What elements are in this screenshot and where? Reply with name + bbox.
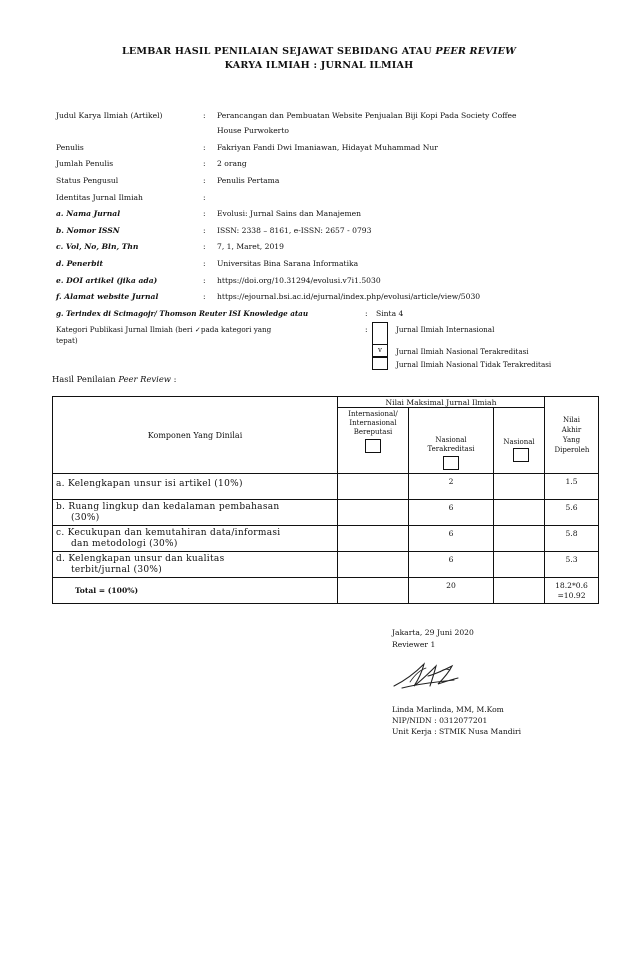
value-doi: https://doi.org/10.31294/evolusi.v7i1.5030	[217, 276, 381, 285]
value-website-jurnal: https://ejournal.bsi.ac.id/ejurnal/index.php/evolusi/article/view/5030	[217, 292, 481, 301]
value-judul: Perancangan dan Pembuatan Website Penjualan Biji Kopi Pada Society Coffee	[217, 111, 517, 120]
row-max-value: 6	[409, 500, 494, 526]
table-row	[53, 474, 599, 500]
header-nasional-terakreditasi: Nasional Terakreditasi	[409, 408, 494, 474]
label-penulis: Penulis	[56, 143, 84, 152]
value-nama-jurnal: Evolusi: Jurnal Sains dan Manajemen	[217, 209, 362, 218]
checkbox-col-nasional-terakreditasi[interactable]	[443, 456, 459, 470]
total-label: Total = (100%)	[53, 578, 338, 604]
category-label: Kategori Publikasi Jurnal Ilmiah (beri ✓pada kategori yang	[56, 325, 272, 334]
checkbox-col-nasional[interactable]	[513, 448, 529, 462]
table-row	[53, 552, 599, 578]
label-nama-jurnal: a. Nama Jurnal	[56, 209, 121, 218]
header-internasional: Internasional/ Internasional Bereputasi	[338, 408, 409, 474]
document-title-line1: LEMBAR HASIL PENILAIAN SEJAWAT SEBIDANG ATAU PEER REVIEW	[121, 46, 517, 57]
reviewer-role: Reviewer 1	[392, 640, 436, 649]
label-terindex: g. Terindex di Scimagojr/ Thomson Reuter ISI Knowledge atau	[56, 309, 309, 318]
row-final-value: 5.3	[545, 552, 599, 578]
checkbox-col-internasional[interactable]	[365, 439, 381, 453]
label-jumlah-penulis: Jumlah Penulis	[56, 159, 114, 168]
option-nasional-tidak-terakreditasi: Jurnal Ilmiah Nasional Tidak Terakreditasi	[396, 360, 552, 369]
label-nomor-issn: b. Nomor ISSN	[56, 226, 120, 235]
header-nilai-maksimal: Nilai Maksimal Jurnal Ilmiah	[338, 397, 545, 408]
checkbox-nasional-tidak-terakreditasi[interactable]	[372, 357, 388, 370]
table-row	[53, 526, 599, 552]
table-row-total	[53, 578, 599, 604]
checkbox-internasional[interactable]	[372, 322, 388, 345]
total-final-value: 18.2*0.6 =10.92	[545, 578, 599, 604]
label-identitas-jurnal: Identitas Jurnal Ilmiah	[56, 193, 143, 202]
value-penerbit: Universitas Bina Sarana Informatika	[217, 259, 359, 268]
row-max-value: 2	[409, 474, 494, 500]
value-status-pengusul: Penulis Pertama	[217, 176, 280, 185]
row-component-label: b. Ruang lingkup dan kedalaman pembahasan (30%)	[53, 500, 338, 526]
reviewer-name: Linda Marlinda, MM, M.Kom	[392, 705, 504, 714]
label-vol-no: c. Vol, No, Bln, Thn	[56, 242, 139, 251]
row-component-label: d. Kelengkapan unsur dan kualitas terbit/jurnal (30%)	[53, 552, 338, 578]
value-terindex: Sinta 4	[376, 309, 404, 318]
value-nomor-issn: ISSN: 2338 – 8161, e-ISSN: 2657 - 0793	[217, 226, 372, 235]
checkbox-nasional-terakreditasi[interactable]: v	[372, 344, 388, 357]
document-title-line2: KARYA ILMIAH : JURNAL ILMIAH	[224, 60, 414, 71]
header-komponen: Komponen Yang Dinilai	[53, 397, 338, 474]
row-final-value: 5.8	[545, 526, 599, 552]
total-max-value: 20	[409, 578, 494, 604]
reviewer-nip: NIP/NIDN : 0312077201	[392, 716, 488, 725]
row-final-value: 1.5	[545, 474, 599, 500]
row-final-value: 5.6	[545, 500, 599, 526]
table-row	[53, 500, 599, 526]
row-max-value: 6	[409, 526, 494, 552]
value-judul-cont: House Purwokerto	[217, 126, 289, 135]
option-nasional-terakreditasi: Jurnal Ilmiah Nasional Terakreditasi	[396, 347, 529, 356]
label-website-jurnal: f. Alamat website Jurnal	[56, 292, 159, 301]
row-component-label: c. Kecukupan dan kemutahiran data/informasi dan metodologi (30%)	[53, 526, 338, 552]
value-jumlah-penulis: 2 orang	[217, 159, 247, 168]
value-vol-no: 7, 1, Maret, 2019	[217, 242, 284, 251]
header-nilai-akhir: Nilai Akhir Yang Diperoleh	[545, 397, 599, 474]
label-doi: e. DOI artikel (jika ada)	[56, 276, 158, 285]
place-date: Jakarta, 29 Juni 2020	[392, 628, 474, 637]
label-penerbit: d. Penerbit	[56, 259, 103, 268]
value-penulis: Fakriyan Fandi Dwi Imaniawan, Hidayat Muhammad Nur	[217, 143, 438, 152]
handwritten-signature	[392, 658, 462, 692]
result-heading: Hasil Penilaian Peer Review :	[52, 374, 177, 384]
header-nasional: Nasional	[494, 408, 545, 474]
row-component-label: a. Kelengkapan unsur isi artikel (10%)	[53, 474, 338, 500]
option-internasional: Jurnal Ilmiah Internasional	[396, 325, 495, 334]
reviewer-unit: Unit Kerja : STMIK Nusa Mandiri	[392, 727, 522, 736]
label-status-pengusul: Status Pengusul	[56, 176, 119, 185]
review-score-table	[52, 396, 599, 604]
category-label-cont: tepat)	[56, 336, 78, 345]
row-max-value: 6	[409, 552, 494, 578]
label-judul: Judul Karya Ilmiah (Artikel)	[56, 111, 163, 120]
